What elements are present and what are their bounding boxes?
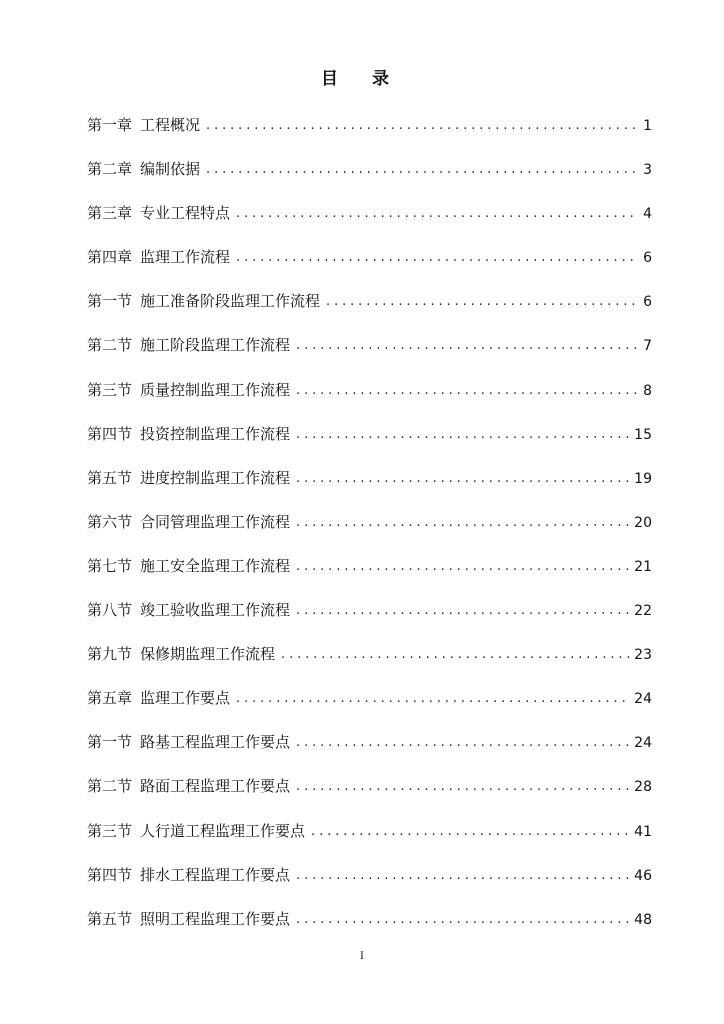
toc-dot-leader	[236, 247, 639, 269]
toc-entry-page: 7	[643, 338, 652, 355]
toc-entry-page: 24	[634, 735, 652, 752]
toc-entry-number: 第三节	[87, 821, 133, 840]
toc-entry[interactable]	[87, 334, 652, 378]
toc-entry-page: 6	[643, 294, 652, 311]
toc-entry[interactable]	[87, 864, 652, 908]
toc-entry-text: 监理工作流程	[140, 248, 231, 267]
toc-dot-leader	[281, 644, 630, 666]
toc-entry-text: 质量控制监理工作流程	[140, 380, 291, 399]
toc-entry-page: 48	[634, 911, 652, 928]
toc-entry-page: 19	[634, 470, 652, 487]
toc-entry[interactable]	[87, 731, 652, 775]
toc-entry-text: 人行道工程监理工作要点	[140, 821, 306, 840]
toc-dot-leader	[296, 512, 630, 534]
toc-entry-label	[87, 908, 290, 930]
toc-entry-text: 照明工程监理工作要点	[140, 909, 291, 928]
toc-entry-text: 排水工程监理工作要点	[140, 865, 291, 884]
toc-entry-page: 6	[643, 250, 652, 267]
toc-entry-number: 第四节	[87, 424, 133, 443]
toc-entry-label	[87, 158, 200, 180]
toc-entry-text: 进度控制监理工作流程	[140, 468, 291, 487]
toc-entry-number: 第四章	[87, 248, 133, 267]
toc-entry-number: 第一节	[87, 733, 133, 752]
toc-entry-page: 24	[634, 691, 652, 708]
toc-dot-leader	[311, 821, 630, 843]
toc-entry-text: 施工安全监理工作流程	[140, 556, 291, 575]
toc-entry-label	[87, 467, 290, 489]
toc-entry-text: 保修期监理工作流程	[140, 645, 276, 664]
toc-entry-number: 第二节	[87, 777, 133, 796]
toc-title: 目 录	[321, 69, 403, 89]
toc-entry-text: 专业工程特点	[140, 204, 231, 223]
toc-entry-text: 路面工程监理工作要点	[140, 777, 291, 796]
toc-entry-page: 41	[634, 823, 652, 840]
toc-list	[87, 114, 652, 952]
toc-dot-leader	[236, 688, 630, 710]
toc-entry-text: 投资控制监理工作流程	[140, 424, 291, 443]
toc-entry-page: 1	[643, 118, 652, 134]
toc-entry[interactable]	[87, 158, 652, 202]
toc-entry-label	[87, 864, 290, 886]
toc-entry[interactable]	[87, 687, 652, 731]
toc-entry[interactable]	[87, 599, 652, 643]
toc-dot-leader	[236, 203, 639, 225]
toc-dot-leader	[296, 556, 630, 578]
page-number: I	[360, 951, 364, 962]
toc-entry-label	[87, 334, 290, 356]
toc-entry-text: 工程概况	[140, 116, 201, 134]
toc-dot-leader	[206, 159, 639, 181]
toc-entry[interactable]	[87, 467, 652, 511]
toc-entry-number: 第八节	[87, 601, 133, 620]
toc-entry[interactable]	[87, 246, 652, 290]
toc-entry-page: 23	[634, 647, 652, 664]
toc-entry-label	[87, 379, 290, 401]
toc-entry-page: 28	[634, 779, 652, 796]
toc-entry-number: 第三节	[87, 380, 133, 399]
toc-entry-label	[87, 775, 290, 797]
toc-entry-number: 第四节	[87, 865, 133, 884]
toc-entry-label	[87, 731, 290, 753]
toc-entry-label	[87, 202, 230, 224]
toc-entry-text: 竣工验收监理工作流程	[140, 601, 291, 620]
toc-entry-text: 合同管理监理工作流程	[140, 512, 291, 531]
toc-entry-number: 第九节	[87, 645, 133, 664]
toc-entry[interactable]	[87, 511, 652, 555]
toc-entry-label	[87, 555, 290, 577]
toc-entry-number: 第二章	[87, 160, 133, 179]
toc-entry-label	[87, 687, 230, 709]
toc-entry-text: 监理工作要点	[140, 689, 231, 708]
toc-entry-number: 第二节	[87, 336, 133, 355]
toc-dot-leader	[296, 380, 639, 402]
toc-entry[interactable]	[87, 908, 652, 952]
toc-entry-page: 46	[634, 867, 652, 884]
toc-dot-leader	[296, 909, 630, 931]
toc-dot-leader	[296, 865, 630, 887]
toc-entry-label	[87, 643, 275, 665]
toc-entry-text: 施工阶段监理工作流程	[140, 336, 291, 355]
toc-entry-page: 21	[634, 558, 652, 575]
toc-entry-label	[87, 599, 290, 621]
toc-entry[interactable]	[87, 423, 652, 467]
toc-dot-leader	[296, 468, 630, 490]
toc-entry[interactable]	[87, 555, 652, 599]
toc-entry-label	[87, 246, 230, 268]
toc-entry[interactable]	[87, 202, 652, 246]
toc-entry-text: 施工准备阶段监理工作流程	[140, 292, 321, 311]
toc-entry-label	[87, 290, 320, 312]
toc-entry-number: 第六节	[87, 512, 133, 531]
toc-dot-leader	[296, 732, 630, 754]
toc-entry-page: 3	[643, 162, 652, 179]
toc-entry-page: 22	[634, 603, 652, 620]
toc-entry-number: 第五章	[87, 689, 133, 708]
toc-entry[interactable]	[87, 775, 652, 819]
toc-entry[interactable]	[87, 114, 652, 158]
toc-entry-label	[87, 423, 290, 445]
toc-dot-leader	[326, 291, 639, 313]
toc-entry-label	[87, 114, 200, 136]
toc-entry-number: 第五节	[87, 909, 133, 928]
toc-entry-label	[87, 511, 290, 533]
toc-dot-leader	[206, 115, 639, 137]
toc-entry-text: 编制依据	[140, 160, 201, 179]
toc-entry[interactable]	[87, 820, 652, 864]
toc-dot-leader	[296, 600, 630, 622]
toc-entry-page: 4	[643, 206, 652, 223]
toc-entry-number: 第七节	[87, 556, 133, 575]
toc-entry-number: 第一章	[87, 116, 133, 134]
toc-entry-page: 8	[643, 382, 652, 399]
toc-entry-page: 15	[634, 426, 652, 443]
toc-entry[interactable]	[87, 290, 652, 334]
toc-entry[interactable]	[87, 379, 652, 423]
toc-entry-label	[87, 820, 305, 842]
toc-entry-number: 第一节	[87, 292, 133, 311]
toc-entry[interactable]	[87, 643, 652, 687]
toc-dot-leader	[296, 776, 630, 798]
toc-dot-leader	[296, 335, 639, 357]
toc-entry-text: 路基工程监理工作要点	[140, 733, 291, 752]
toc-dot-leader	[296, 424, 630, 446]
toc-entry-page: 20	[634, 514, 652, 531]
toc-entry-number: 第五节	[87, 468, 133, 487]
toc-entry-number: 第三章	[87, 204, 133, 223]
